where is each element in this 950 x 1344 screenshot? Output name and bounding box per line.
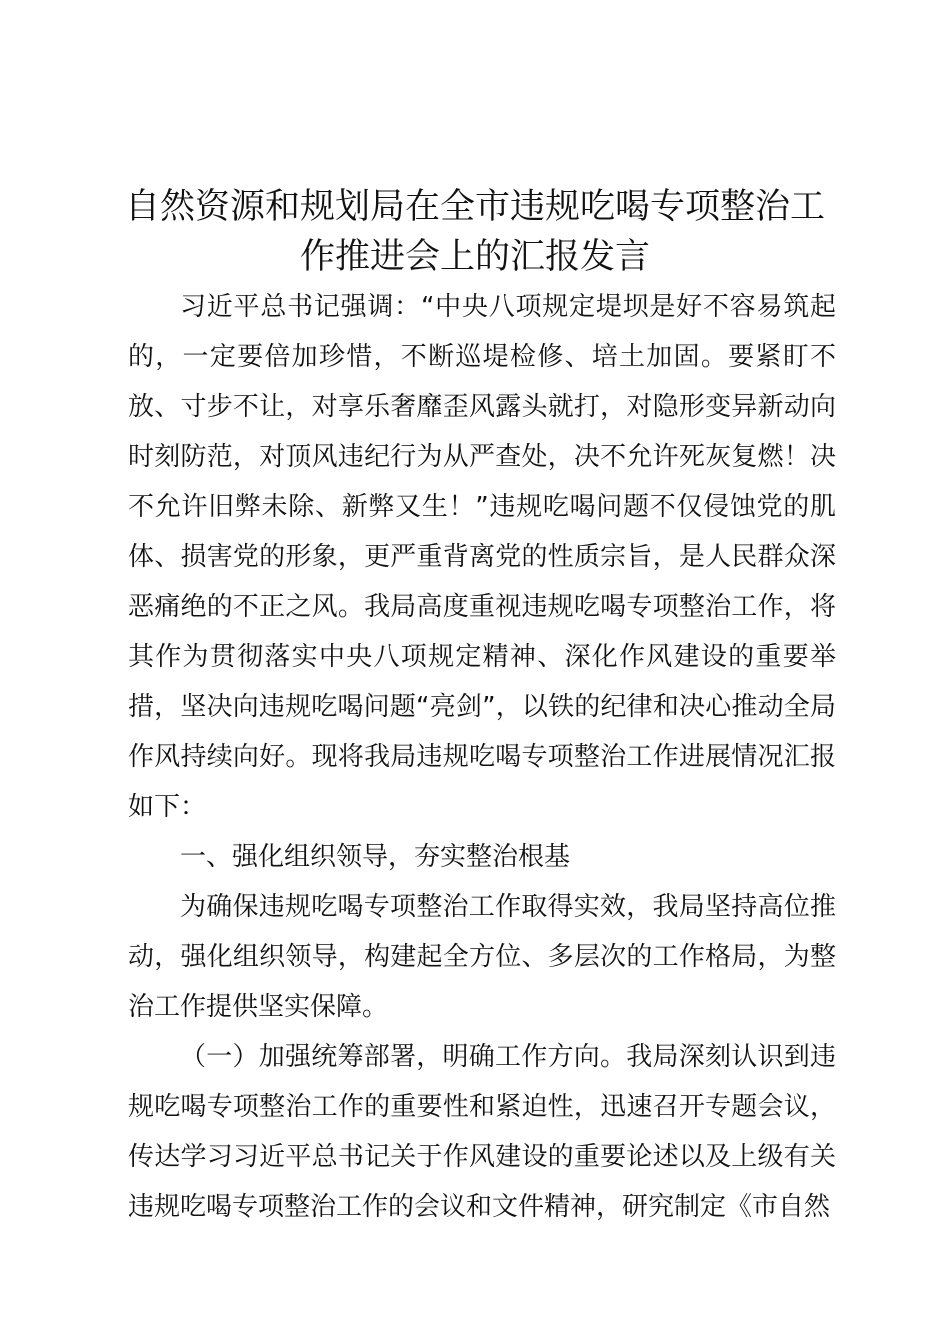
section-heading-1: 一、强化组织领导，夯实整治根基 <box>180 842 571 872</box>
subsection-1-paragraph: （一）加强统筹部署，明确工作方向。我局深刻认识到违规吃喝专项整治工作的重要性和紧迫性，迅速召开专题会议，传达学习习近平总书记关于作风建设的重要论述以及上级有关违规吃喝专项整治工作的会议和文件精神，研究制定《市自然 <box>128 1042 836 1222</box>
intro-paragraph: 习近平总书记强调：“中央八项规定堤坝是好不容易筑起的，一定要倍加珍惜，不断巡堤检修、培土加固。要紧盯不放、寸步不让，对享乐奢靡歪风露头就打，对隐形变异新动向时刻防范，对顶风违纪行为从严查处，决不允许死灰复燃！决不允许旧弊未除、新弊又生！”违规吃喝问题不仅侵蚀党的肌体、损害党的形象，更严重背离党的性质宗旨，是人民群众深恶痛绝的不正之风。我局高度重视违规吃喝专项整治工作，将其作为贯彻落实中央八项规定精神、深化作风建设的重要举措，坚决向违规吃喝问题“亮剑”，以铁的纪律和决心推动全局作风持续向好。现将我局违规吃喝专项整治工作进展情况汇报如下： <box>128 292 836 822</box>
document-title <box>110 182 840 282</box>
title-line-2: 作推进会上的汇报发言 <box>299 237 650 277</box>
section-1-paragraph: 为确保违规吃喝专项整治工作取得实效，我局坚持高位推动，强化组织领导，构建起全方位、多层次的工作格局，为整治工作提供坚实保障。 <box>128 892 836 1022</box>
title-line-1: 自然资源和规划局在全市违规吃喝专项整治工 <box>124 187 825 227</box>
document-body <box>128 282 836 1232</box>
